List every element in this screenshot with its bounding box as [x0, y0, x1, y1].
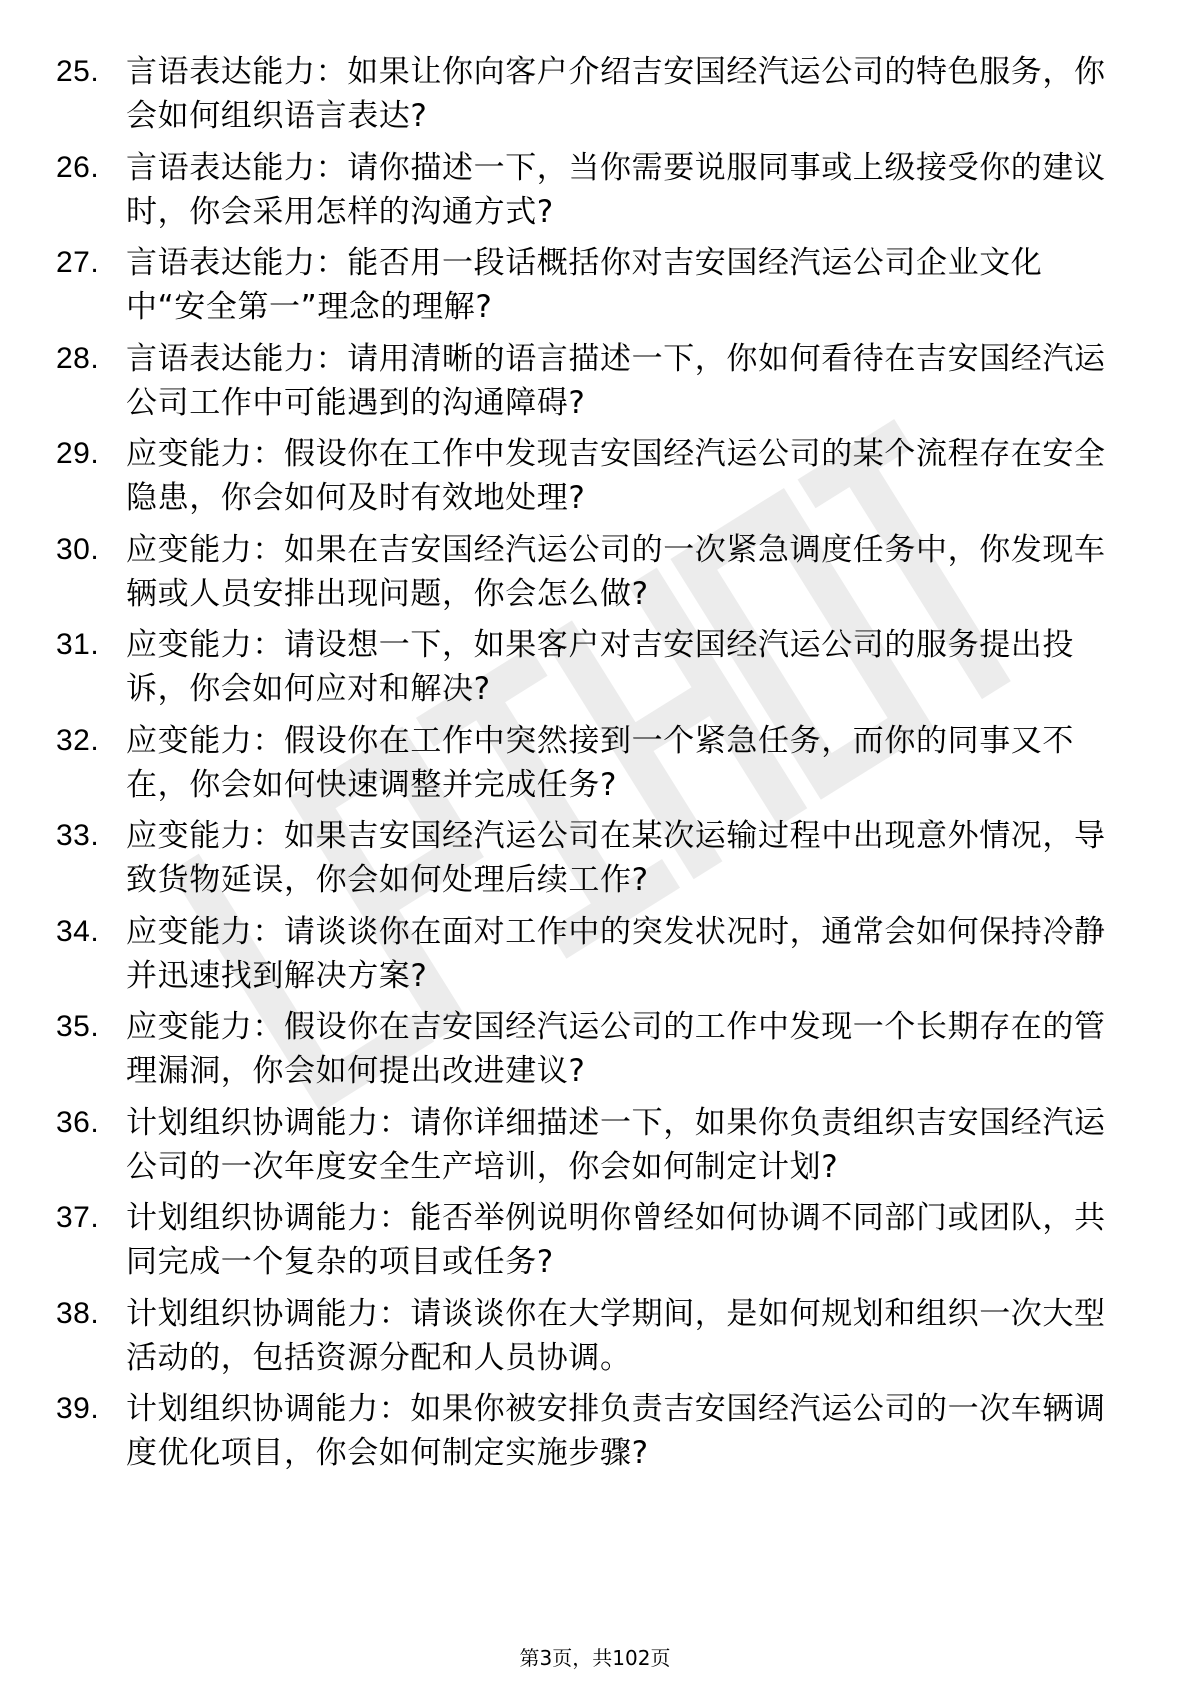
question-item	[56, 241, 1116, 337]
question-item	[56, 1292, 1116, 1388]
question-number: 31.	[56, 628, 100, 661]
question-number: 39.	[56, 1392, 100, 1425]
question-item	[56, 623, 1116, 719]
question-text: 计划组织协调能力：能否举例说明你曾经如何协调不同部门或团队，共同完成一个复杂的项目或任务?	[126, 1200, 1106, 1280]
question-text: 应变能力：假设你在工作中突然接到一个紧急任务，而你的同事又不在，你会如何快速调整并完成任务?	[126, 722, 1074, 803]
question-number: 26.	[56, 150, 100, 184]
question-number: 36.	[56, 1105, 100, 1139]
question-number: 35.	[56, 1010, 100, 1043]
question-item	[56, 50, 1116, 146]
question-text: 言语表达能力：请你描述一下，当你需要说服同事或上级接受你的建议时，你会采用怎样的沟通方式?	[126, 149, 1106, 230]
question-text: 应变能力：如果吉安国经汽运公司在某次运输过程中出现意外情况，导致货物延误，你会如何处理后续工作?	[126, 818, 1106, 898]
question-number: 25.	[56, 55, 100, 88]
question-text: 计划组织协调能力：请你详细描述一下，如果你负责组织吉安国经汽运公司的一次年度安全生产培训，你会如何制定计划?	[126, 1104, 1106, 1185]
question-text: 应变能力：假设你在工作中发现吉安国经汽运公司的某个流程存在安全隐患，你会如何及时有效地处理?	[126, 436, 1106, 516]
question-item	[56, 1387, 1116, 1483]
question-text: 应变能力：请谈谈你在面对工作中的突发状况时，通常会如何保持冷静并迅速找到解决方案?	[126, 913, 1106, 994]
question-text: 言语表达能力：如果让你向客户介绍吉安国经汽运公司的特色服务，你会如何组织语言表达?	[126, 54, 1106, 134]
question-number: 38.	[56, 1296, 100, 1330]
question-number: 32.	[56, 723, 100, 757]
question-text: 应变能力：请设想一下，如果客户对吉安国经汽运公司的服务提出投诉，你会如何应对和解决?	[126, 627, 1074, 707]
question-text: 言语表达能力：能否用一段话概括你对吉安国经汽运公司企业文化中“安全第一”理念的理解?	[126, 245, 1043, 325]
question-item	[56, 337, 1116, 433]
question-item	[56, 719, 1116, 815]
question-item	[56, 146, 1116, 242]
question-number: 29.	[56, 437, 100, 470]
question-number: 27.	[56, 246, 100, 279]
question-item	[56, 528, 1116, 624]
question-item	[56, 432, 1116, 528]
question-text: 计划组织协调能力：请谈谈你在大学期间，是如何规划和组织一次大型活动的，包括资源分配和人员协调。	[126, 1295, 1106, 1376]
question-number: 28.	[56, 341, 100, 375]
question-text: 应变能力：如果在吉安国经汽运公司的一次紧急调度任务中，你发现车辆或人员安排出现问题，你会怎么做?	[126, 531, 1106, 612]
question-item	[56, 910, 1116, 1006]
question-number: 34.	[56, 914, 100, 948]
question-number: 30.	[56, 532, 100, 566]
question-item	[56, 814, 1116, 910]
question-item	[56, 1101, 1116, 1197]
question-item	[56, 1196, 1116, 1292]
question-text: 计划组织协调能力：如果你被安排负责吉安国经汽运公司的一次车辆调度优化项目，你会如何制定实施步骤?	[126, 1391, 1106, 1471]
question-number: 37.	[56, 1201, 100, 1234]
question-list	[56, 50, 1116, 1483]
question-number: 33.	[56, 819, 100, 852]
question-item	[56, 1005, 1116, 1101]
question-text: 应变能力：假设你在吉安国经汽运公司的工作中发现一个长期存在的管理漏洞，你会如何提出改进建议?	[126, 1009, 1106, 1089]
page-number-footer: 第3页，共102页	[519, 1646, 671, 1670]
question-text: 言语表达能力：请用清晰的语言描述一下，你如何看待在吉安国经汽运公司工作中可能遇到的沟通障碍?	[126, 340, 1106, 421]
